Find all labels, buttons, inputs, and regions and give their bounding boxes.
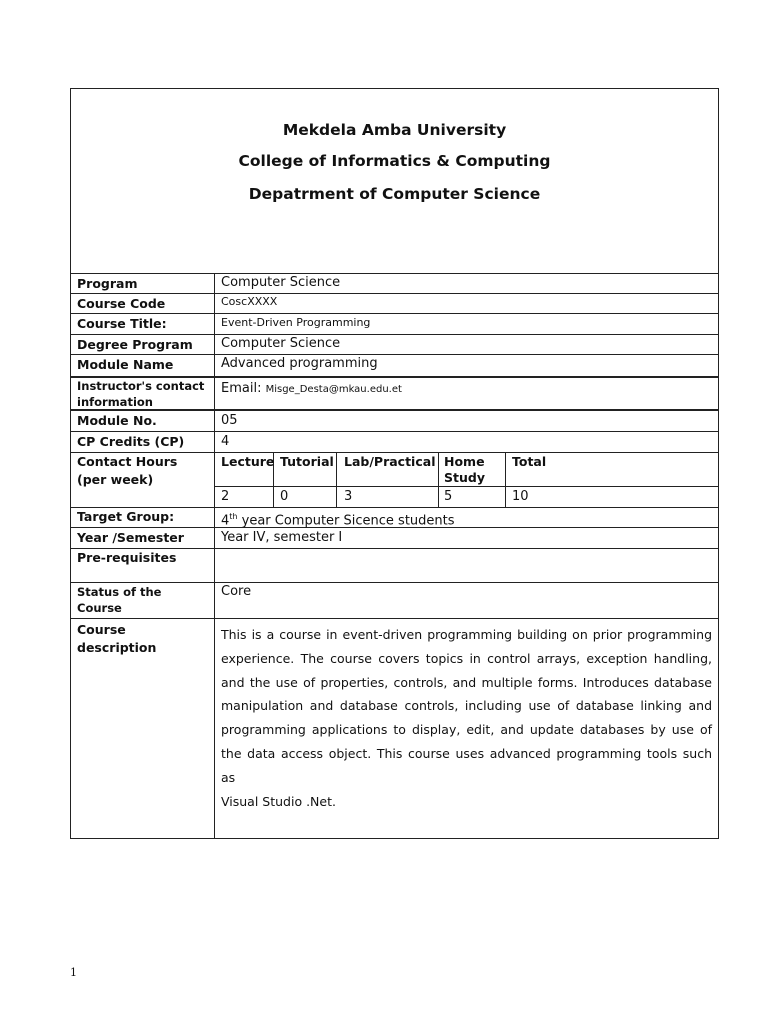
course-code-label: Course Code xyxy=(77,296,166,311)
degree-program-value: Computer Science xyxy=(221,336,341,351)
course-info-frame xyxy=(70,88,719,839)
col-study: Study xyxy=(444,470,485,485)
target-group-rest: year Computer Sicence students xyxy=(237,513,455,529)
row-prerequisites xyxy=(71,549,718,583)
subcol-divider xyxy=(438,453,439,507)
row-instructor xyxy=(71,378,718,411)
cp-credits-label: CP Credits (CP) xyxy=(77,434,185,449)
row-year-semester xyxy=(71,528,718,549)
email-label: Email: xyxy=(221,381,262,396)
department-name: Depatrment of Computer Science xyxy=(248,185,541,203)
status-label-line1: Status of the xyxy=(77,585,162,599)
module-name-value: Advanced programming xyxy=(221,356,378,371)
description-paragraph: This is a course in event-driven programming building on prior programming experience. The course covers topics in control arrays, exception handling, and the use of properties, controls, and multiple forms. Introduces database manipulation and database controls, including use of database linking and programming applications to display, edit, and update databases by use of the data access object. This course uses advanced programming tools such as xyxy=(221,627,712,785)
cp-credits-value: 4 xyxy=(221,434,230,449)
email-address: Misge_Desta@mkau.edu.et xyxy=(265,384,402,395)
course-title-value: Event-Driven Programming xyxy=(221,316,371,329)
row-degree-program xyxy=(71,335,718,355)
row-target-group xyxy=(71,508,718,528)
instructor-email xyxy=(221,380,402,399)
row-status xyxy=(71,583,718,619)
col-lecture: Lecture xyxy=(221,454,275,469)
row-cp-credits xyxy=(71,432,718,453)
row-course-title xyxy=(71,314,718,335)
target-group-value xyxy=(221,508,455,530)
description-label-line1: Course xyxy=(77,622,126,637)
instructor-label-line1: Instructor's contact xyxy=(77,379,205,393)
module-name-label: Module Name xyxy=(77,357,174,372)
col-home: Home xyxy=(444,454,485,469)
instructor-label-line2: information xyxy=(77,395,153,409)
contact-hours-label-line1: Contact Hours xyxy=(77,454,178,469)
row-program xyxy=(71,274,718,294)
contact-hours-label-line2: (per week) xyxy=(77,472,154,487)
subcol-divider xyxy=(336,453,337,507)
value-lab-practical: 3 xyxy=(344,489,353,504)
program-label: Program xyxy=(77,276,138,291)
col-lab-practical: Lab/Practical xyxy=(344,454,436,469)
target-group-label: Target Group: xyxy=(77,509,175,524)
degree-program-label: Degree Program xyxy=(77,337,193,352)
row-module-no xyxy=(71,411,718,432)
college-name: College of Informatics & Computing xyxy=(238,152,551,170)
contact-hours-subtable xyxy=(214,453,718,507)
course-code-value: CoscXXXX xyxy=(221,295,278,308)
target-group-superscript: th xyxy=(229,512,238,521)
program-value: Computer Science xyxy=(221,275,341,290)
status-value: Core xyxy=(221,584,252,599)
module-no-value: 05 xyxy=(221,413,238,428)
prerequisites-label: Pre-requisites xyxy=(77,550,177,565)
description-text xyxy=(221,623,712,813)
status-label-line2: Course xyxy=(77,601,122,615)
row-course-code xyxy=(71,294,718,314)
value-home-study: 5 xyxy=(444,489,453,504)
year-semester-value: Year IV, semester I xyxy=(221,530,343,545)
value-total: 10 xyxy=(512,489,529,504)
value-tutorial: 0 xyxy=(280,489,289,504)
target-group-ordinal: 4 xyxy=(221,513,230,529)
year-semester-label: Year /Semester xyxy=(77,530,184,545)
row-module-name xyxy=(71,355,718,378)
row-contact-hours xyxy=(71,453,718,508)
document-header xyxy=(71,89,718,274)
row-course-description xyxy=(71,619,718,840)
page-number: 1 xyxy=(70,966,77,979)
col-total: Total xyxy=(512,454,547,469)
description-label-line2: description xyxy=(77,640,157,655)
value-lecture: 2 xyxy=(221,489,230,504)
course-title-label: Course Title: xyxy=(77,316,167,331)
module-no-label: Module No. xyxy=(77,413,157,428)
subcol-divider xyxy=(505,453,506,507)
description-tools: Visual Studio .Net. xyxy=(221,793,336,809)
university-name: Mekdela Amba University xyxy=(282,121,507,139)
col-tutorial: Tutorial xyxy=(280,454,334,469)
